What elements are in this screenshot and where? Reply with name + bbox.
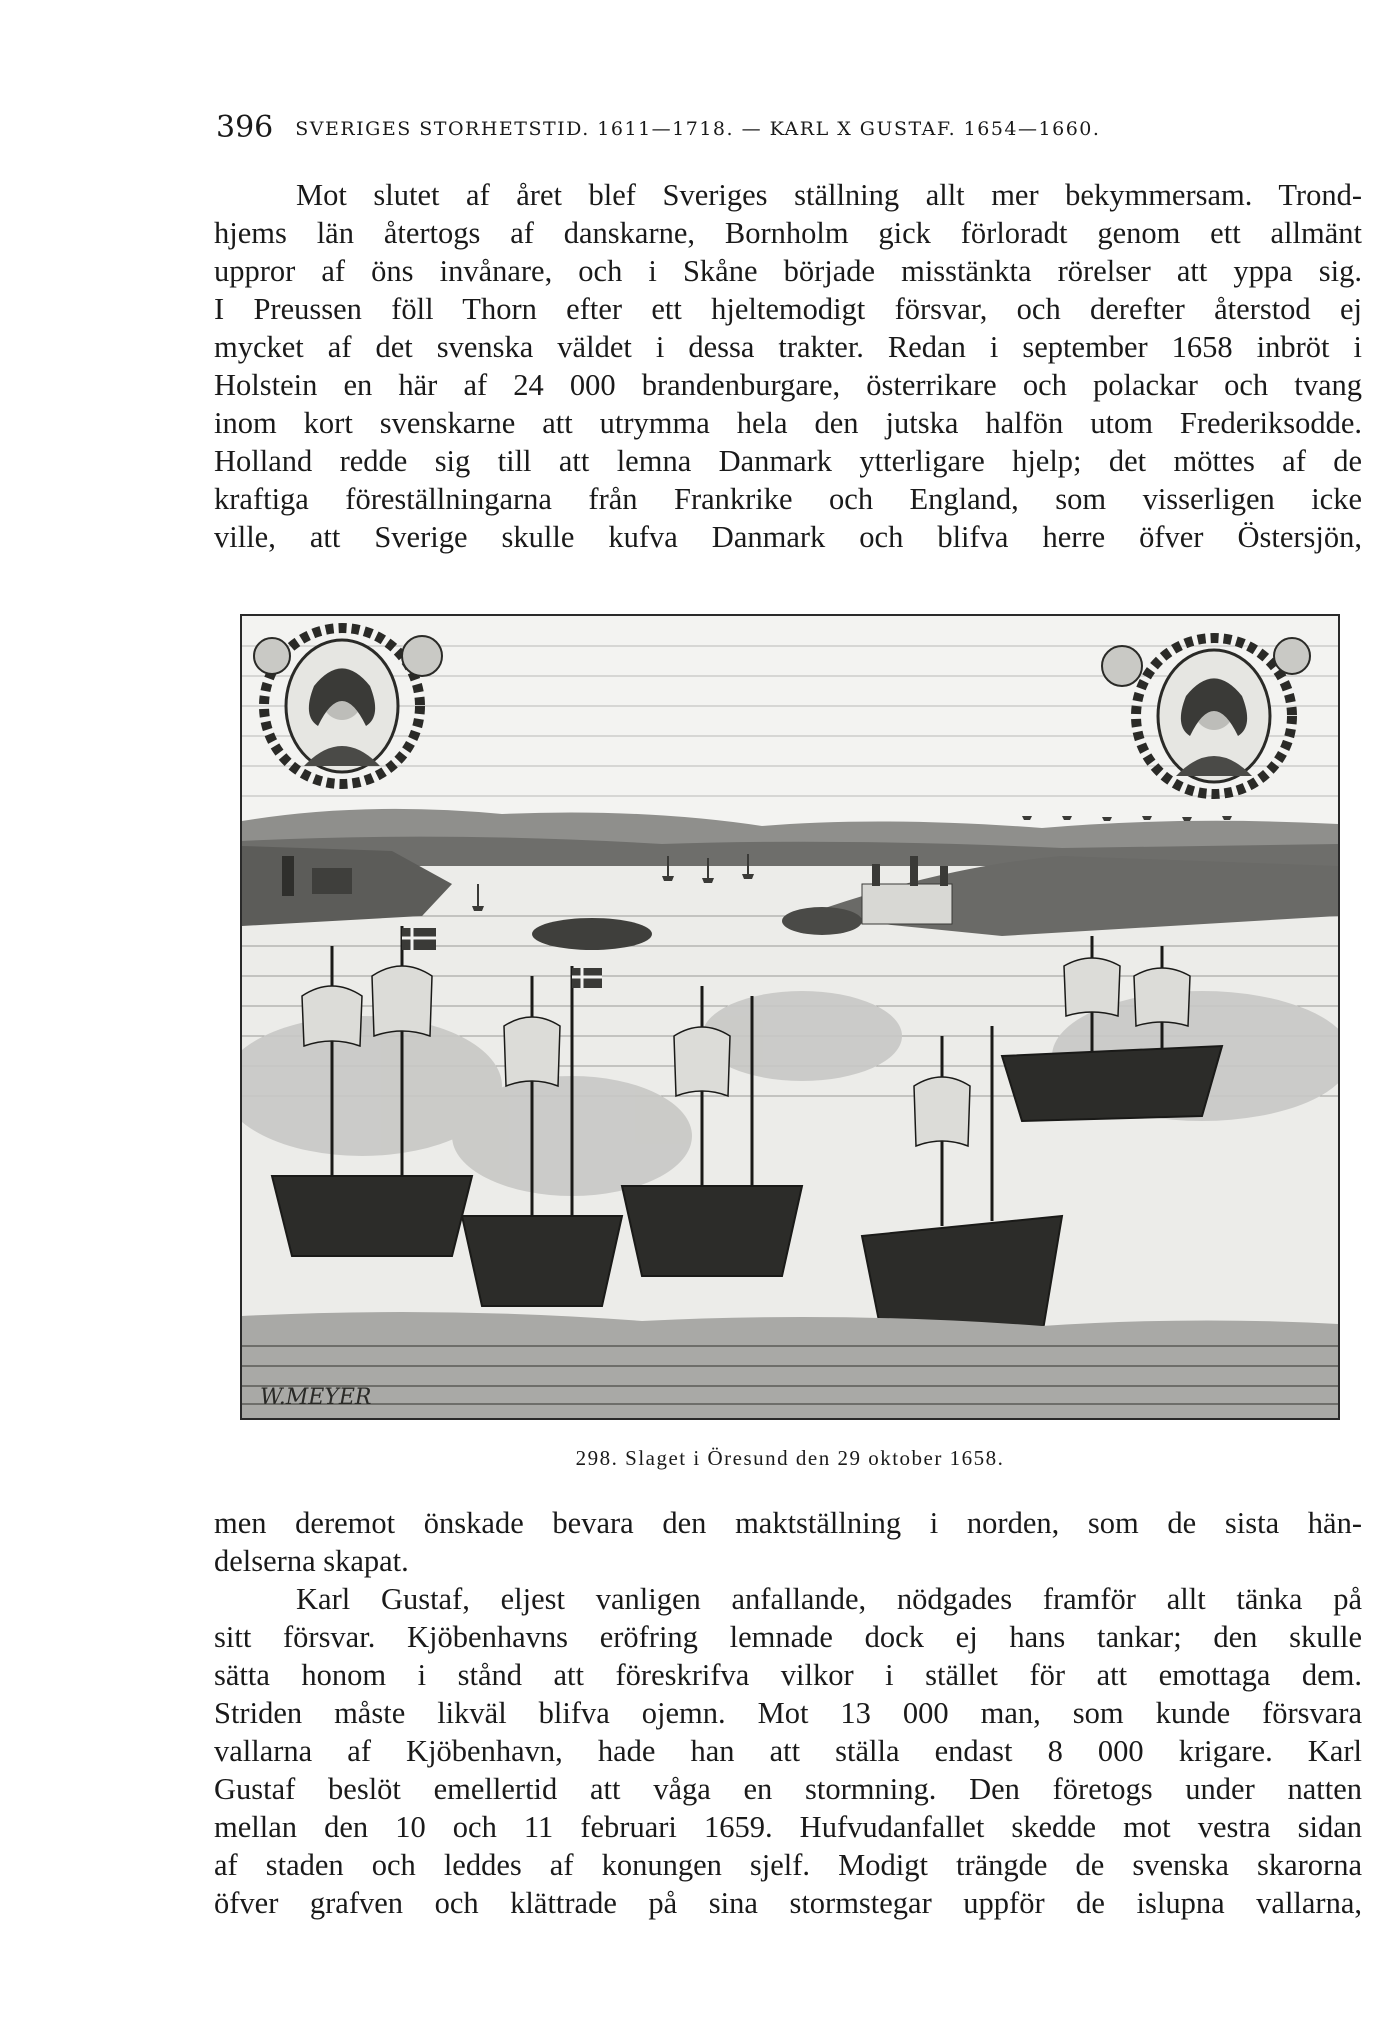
paragraph-bottom bbox=[214, 1504, 1362, 1922]
text-line: Holstein en här af 24 000 brandenburgare, österrikare och polackar och tvang bbox=[214, 368, 1362, 402]
text-line: kraftiga föreställningarna från Frankrike och England, som visserligen icke bbox=[214, 482, 1362, 516]
text-line: vallarna af Kjöbenhavn, hade han att ställa endast 8 000 krigare. Karl bbox=[214, 1734, 1362, 1768]
text-line: inom kort svenskarne att utrymma hela den jutska halfön utom Frederiksodde. bbox=[214, 406, 1362, 440]
page-number: 396 bbox=[216, 110, 274, 145]
naval-battle-engraving bbox=[242, 616, 1338, 1418]
text-line: sitt försvar. Kjöbenhavns eröfring lemnade dock ej hans tankar; den skulle bbox=[214, 1620, 1362, 1654]
running-header bbox=[216, 110, 1296, 145]
text-line: hjems län återtogs af danskarne, Bornholm gick förloradt genom ett allmänt bbox=[214, 216, 1362, 250]
paragraph-top bbox=[214, 176, 1362, 556]
text-line: mellan den 10 och 11 februari 1659. Hufvudanfallet skedde mot vestra sidan bbox=[214, 1810, 1362, 1844]
text-line: uppror af öns invånare, och i Skåne började misstänkta rörelser att yppa sig. bbox=[214, 254, 1362, 288]
text-line: Striden måste likväl blifva ojemn. Mot 13 000 man, som kunde försvara bbox=[214, 1696, 1362, 1730]
text-line: Holland redde sig till att lemna Danmark ytterligare hjelp; det möttes af de bbox=[214, 444, 1362, 478]
text-line: ville, att Sverige skulle kufva Danmark och blifva herre öfver Östersjön, bbox=[214, 520, 1362, 554]
text-line: af staden och leddes af konungen sjelf. Modigt trängde de svenska skarorna bbox=[214, 1848, 1362, 1882]
artist-signature: W.MEYER bbox=[260, 1385, 372, 1410]
running-title: SVERIGES STORHETSTID. 1611—1718. — KARL X GUSTAF. 1654—1660. bbox=[295, 118, 1101, 140]
text-line: I Preussen föll Thorn efter ett hjeltemodigt försvar, och derefter återstod ej bbox=[214, 292, 1362, 326]
text-line: delserna skapat. bbox=[214, 1544, 409, 1578]
text-line: Gustaf beslöt emellertid att våga en stormning. Den företogs under natten bbox=[214, 1772, 1362, 1806]
text-line: men deremot önskade bevara den maktställning i norden, som de sista hän- bbox=[214, 1506, 1362, 1540]
text-line: Karl Gustaf, eljest vanligen anfallande, nödgades framför allt tänka på bbox=[296, 1582, 1362, 1616]
figure-caption: 298. Slaget i Öresund den 29 oktober 1658. bbox=[575, 1446, 1005, 1470]
text-line: öfver grafven och klättrade på sina stormstegar uppför de islupna vallarna, bbox=[214, 1886, 1362, 1920]
text-line: sätta honom i stånd att föreskrifva vilkor i stället för att emottaga dem. bbox=[214, 1658, 1362, 1692]
text-line: mycket af det svenska väldet i dessa trakter. Redan i september 1658 inbröt i bbox=[214, 330, 1362, 364]
text-line: Mot slutet af året blef Sveriges ställning allt mer bekymmersam. Trond- bbox=[296, 178, 1362, 212]
engraving-illustration bbox=[240, 614, 1340, 1420]
